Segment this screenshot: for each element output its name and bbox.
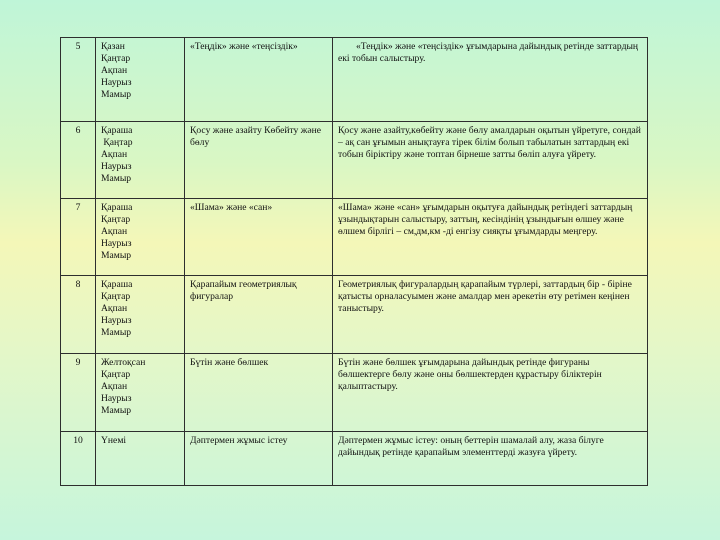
month: Наурыз	[101, 393, 132, 404]
row-number: 7	[61, 199, 96, 276]
month: Қазан	[101, 41, 125, 52]
topic-cell: Қосу және азайту Көбейту және бөлу	[185, 122, 333, 199]
months-cell	[96, 38, 185, 122]
month: Мамыр	[101, 173, 132, 184]
table-row	[61, 276, 648, 354]
month: Мамыр	[101, 327, 132, 338]
month: Қараша	[101, 279, 133, 290]
description-cell: Бүтін және бөлшек ұғымдарына дайындық ретінде фигураны бөлшектерге бөлу және оны бөлшектерден құрастыру біліктерін қалыптастыру.	[333, 354, 648, 432]
table-row	[61, 199, 648, 276]
months-cell	[96, 276, 185, 354]
month: Желтоқсан	[101, 357, 146, 368]
description-cell: Геометриялық фигуралардың қарапайым түрлері, заттардың бір - біріне қатысты орналасуымен және амалдар мен әрекетін өту ретімен кеңінен таныстыру.	[333, 276, 648, 354]
description-cell: «Теңдік» және «теңсіздік» ұғымдарына дайындық ретінде заттардың екі тобын салыстыру.	[333, 38, 648, 122]
topic-cell: «Шама» және «сан»	[185, 199, 333, 276]
row-number: 10	[61, 432, 96, 486]
month: Қараша	[101, 125, 133, 136]
description-cell: «Шама» және «сан» ұғымдарын оқытуға дайындық ретіндегі заттардың ұзындықтарын салыстыру, заттың, кесіндінің ұзындығын өлшеу және өлшем бірлігі – см,дм,км -ді енгізу сияқты ұғымдарды меңгеру.	[333, 199, 648, 276]
month: Наурыз	[101, 238, 132, 249]
table-row	[61, 38, 648, 122]
topic-cell: «Теңдік» және «теңсіздік»	[185, 38, 333, 122]
month: Қаңтар	[101, 291, 131, 302]
month: Қараша	[101, 202, 133, 213]
topic-cell: Дәптермен жұмыс істеу	[185, 432, 333, 486]
month: Мамыр	[101, 405, 132, 416]
month: Наурыз	[101, 315, 132, 326]
month: Мамыр	[101, 89, 132, 100]
month: Наурыз	[101, 161, 132, 172]
row-number: 9	[61, 354, 96, 432]
row-number: 5	[61, 38, 96, 122]
description-cell: Дәптермен жұмыс істеу: оның беттерін шамалай алу, жаза білуге дайындық ретінде қарапайым элементтерді жазуға үйрету.	[333, 432, 648, 486]
month: Ақпан	[101, 303, 128, 314]
months-cell	[96, 354, 185, 432]
month: Қаңтар	[101, 214, 131, 225]
table-row	[61, 122, 648, 199]
month: Ақпан	[101, 149, 128, 160]
description-cell: Қосу және азайту,көбейту және бөлу амалдарын оқытын үйретуге, сондай – ақ сан ұғымын анықтауға тірек білім болып табылатын заттардың екі тобын біріктіру және топтан бірнеше затты бөліп алуға үйрету.	[333, 122, 648, 199]
month: Ақпан	[101, 65, 128, 76]
month: Мамыр	[101, 250, 132, 261]
month: Қаңтар	[101, 137, 133, 148]
table-row	[61, 354, 648, 432]
month: Ақпан	[101, 226, 128, 237]
row-number: 8	[61, 276, 96, 354]
months-cell	[96, 199, 185, 276]
month: Қаңтар	[101, 53, 131, 64]
table-row	[61, 432, 648, 486]
curriculum-table	[60, 37, 648, 486]
month: Ақпан	[101, 381, 128, 392]
months-cell	[96, 432, 185, 486]
topic-cell: Бүтін және бөлшек	[185, 354, 333, 432]
topic-cell: Қарапайым геометриялық фигуралар	[185, 276, 333, 354]
row-number: 6	[61, 122, 96, 199]
month: Қаңтар	[101, 369, 131, 380]
month: Наурыз	[101, 77, 132, 88]
curriculum-table-page	[60, 37, 647, 486]
month: Үнемі	[101, 435, 127, 446]
months-cell	[96, 122, 185, 199]
